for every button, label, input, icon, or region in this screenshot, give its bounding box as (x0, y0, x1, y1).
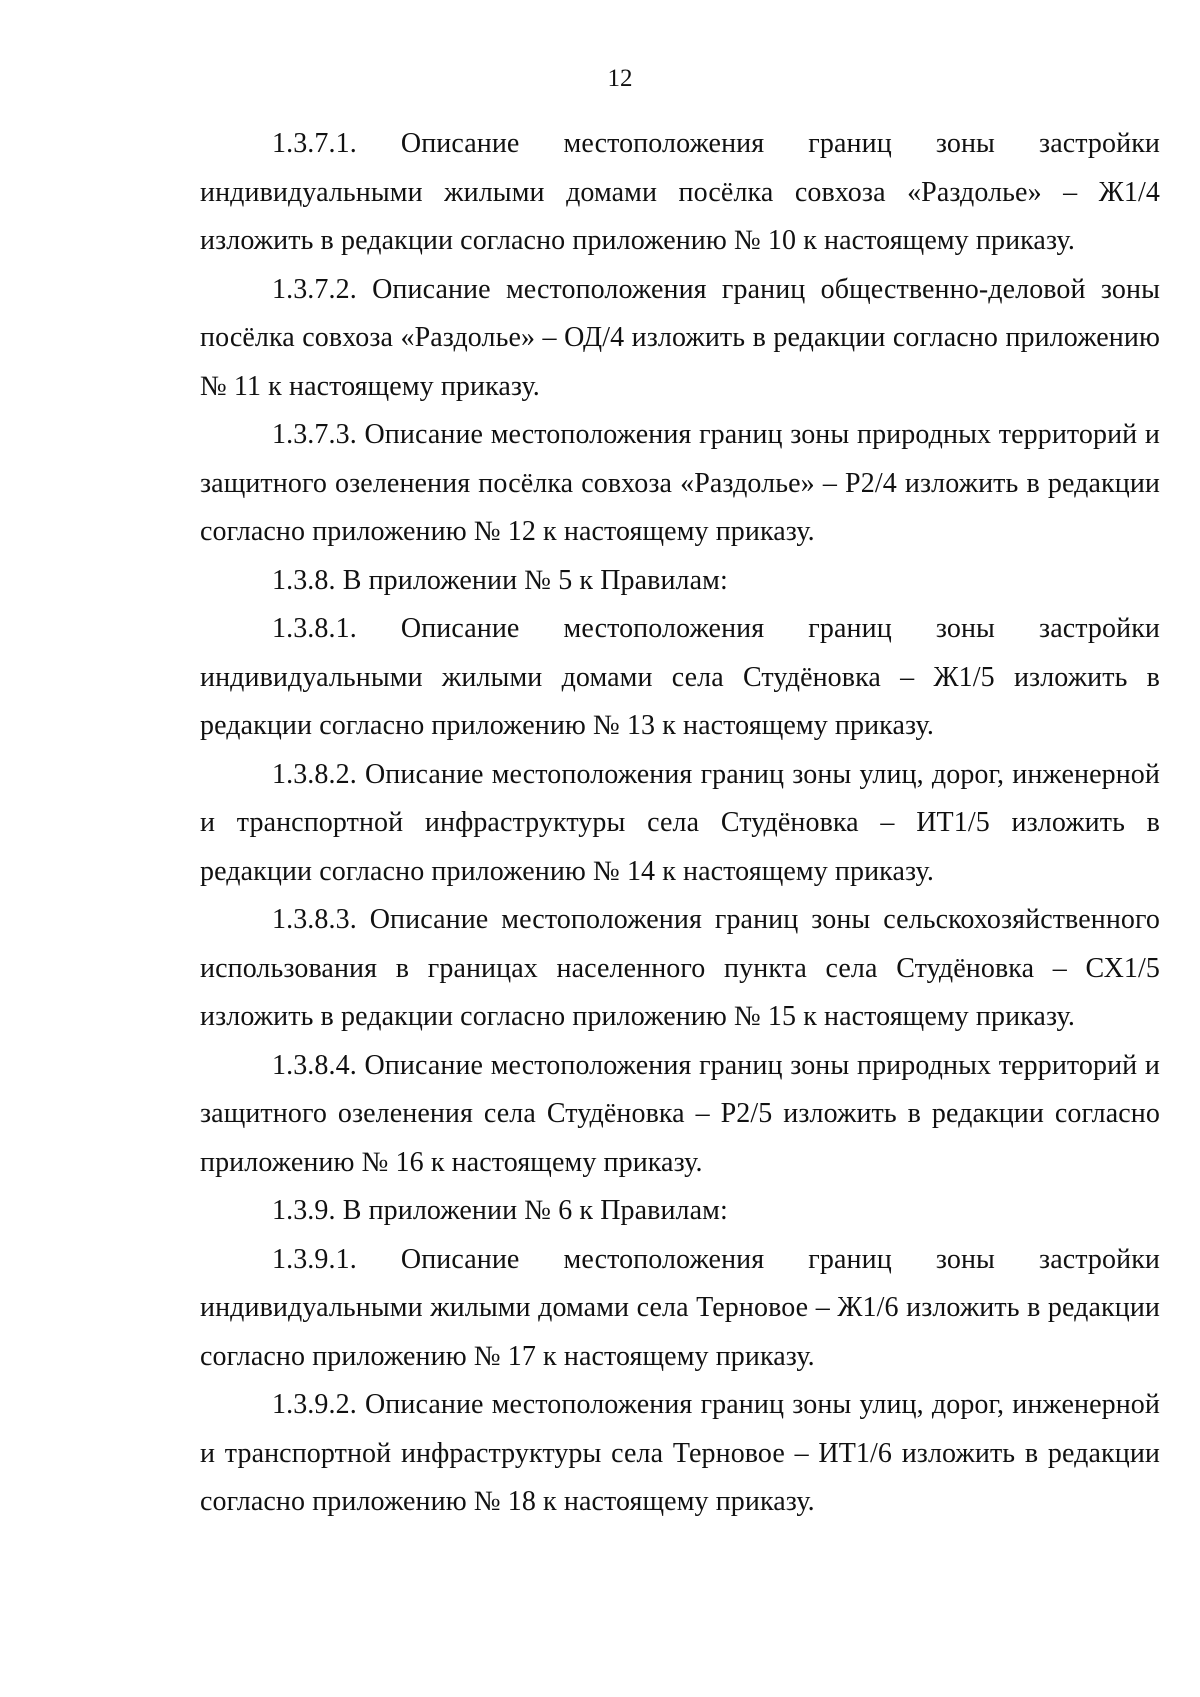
paragraph-1-3-9: 1.3.9. В приложении № 6 к Правилам: (272, 1195, 728, 1226)
paragraph-1-3-8-1: 1.3.8.1. Описание местоположения границ зоны застройки индивидуальными жилыми домами села Студёновка – Ж1/5 изложить в редакции согласно приложению № 13 к настоящему приказу. (200, 613, 1160, 741)
paragraph-1-3-8: 1.3.8. В приложении № 5 к Правилам: (272, 564, 728, 596)
page-number: 12 (607, 65, 633, 92)
paragraph-1-3-8-4: 1.3.8.4. Описание местоположения границ зоны природных территорий и защитного озеленения села Студёновка – Р2/5 изложить в редакции согласно приложению № 16 к настоящему приказу. (200, 1049, 1160, 1178)
document-body (200, 120, 1160, 1527)
paragraph-1-3-9-2: 1.3.9.2. Описание местоположения границ зоны улиц, дорог, инженерной и транспортной инфраструктуры села Терновое – ИТ1/6 изложить в редакции согласно приложению № 18 к настоящему приказу. (200, 1389, 1160, 1517)
paragraph-1-3-7-1: 1.3.7.1. Описание местоположения границ зоны застройки индивидуальными жилыми домами посёлка совхоза «Раздолье» – Ж1/4 изложить в редакции согласно приложению № 10 к настоящему приказу. (200, 128, 1160, 256)
paragraph-1-3-9-1: 1.3.9.1. Описание местоположения границ зоны застройки индивидуальными жилыми домами села Терновое – Ж1/6 изложить в редакции согласно приложению № 17 к настоящему приказу. (200, 1243, 1160, 1372)
paragraph-1-3-7-3: 1.3.7.3. Описание местоположения границ зоны природных территорий и защитного озеленения посёлка совхоза «Раздолье» – Р2/4 изложить в редакции согласно приложению № 12 к настоящему приказу. (200, 419, 1160, 547)
paragraph-1-3-7-2: 1.3.7.2. Описание местоположения границ общественно-деловой зоны посёлка совхоза «Раздолье» – ОД/4 изложить в редакции согласно приложению № 11 к настоящему приказу. (200, 273, 1160, 402)
paragraph-1-3-8-3: 1.3.8.3. Описание местоположения границ зоны сельскохозяйственного использования в границах населенного пункта села Студёновка – СХ1/5 изложить в редакции согласно приложению № 15 к настоящему приказу. (200, 904, 1160, 1032)
paragraph-1-3-8-2: 1.3.8.2. Описание местоположения границ зоны улиц, дорог, инженерной и транспортной инфраструктуры села Студёновка – ИТ1/5 изложить в редакции согласно приложению № 14 к настоящему приказу. (200, 758, 1160, 887)
